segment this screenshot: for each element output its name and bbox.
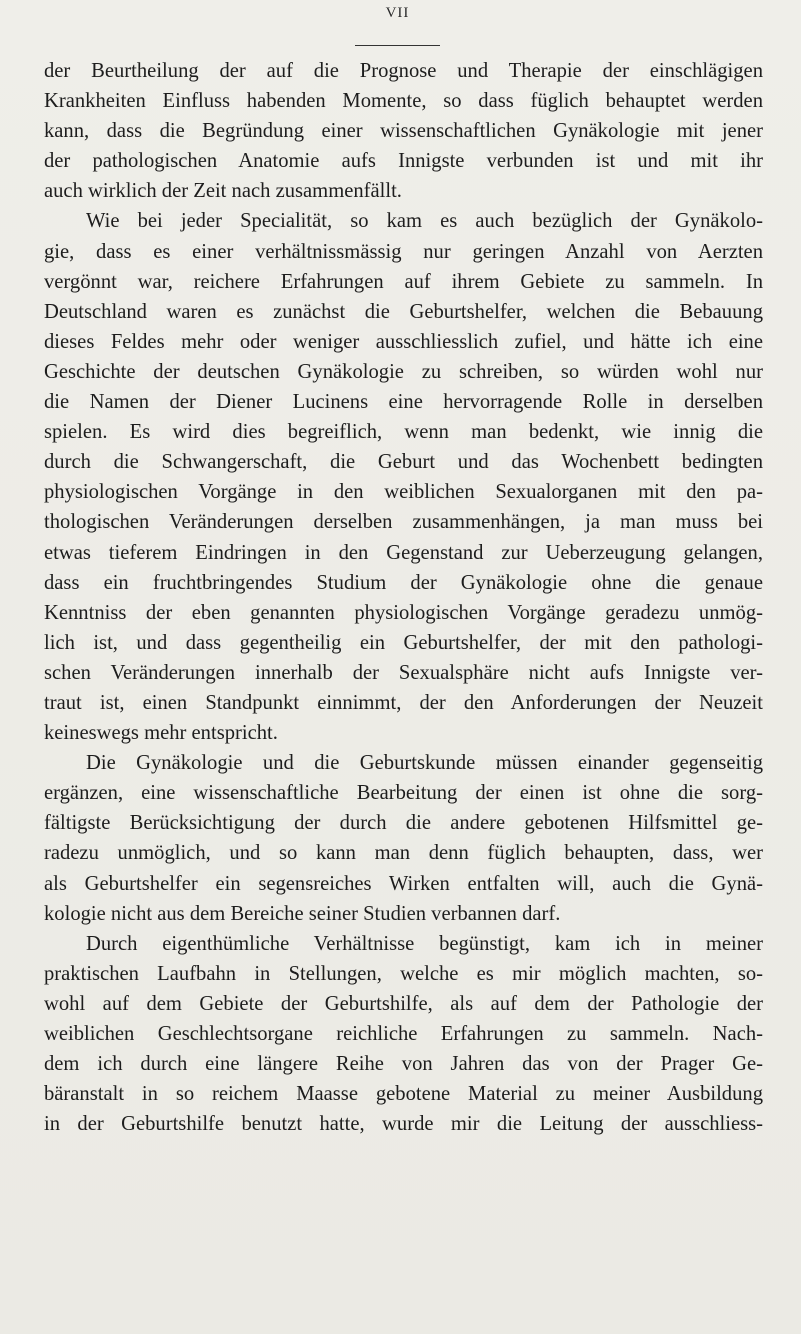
text-line: weiblichen Geschlechtsorgane reichliche Erfahrungen zu sammeln. Nach- bbox=[44, 1023, 763, 1045]
text-line: etwas tieferem Eindringen in den Gegenstand zur Ueberzeugung gelangen, bbox=[44, 541, 763, 564]
text-line: in der Geburtshilfe benutzt hatte, wurde mir die Leitung der ausschliess- bbox=[44, 1113, 763, 1136]
text-line: schen Veränderungen innerhalb der Sexualsphäre nicht aufs Innigste ver- bbox=[44, 661, 763, 684]
text-line: keineswegs mehr entspricht. bbox=[44, 722, 278, 745]
text-line: physiologischen Vorgänge in den weiblichen Sexualorganen mit den pa- bbox=[44, 481, 763, 504]
text-line: bäranstalt in so reichem Maasse gebotene Material zu meiner Ausbildung bbox=[44, 1083, 763, 1106]
body-text bbox=[44, 56, 763, 1139]
header-rule bbox=[355, 45, 440, 46]
text-line: die Namen der Diener Lucinens eine hervorragende Rolle in derselben bbox=[44, 391, 763, 414]
text-line: traut ist, einen Standpunkt einnimmt, der den Anforderungen der Neuzeit bbox=[44, 691, 763, 714]
text-line: dieses Feldes mehr oder weniger ausschliesslich zufiel, und hätte ich eine bbox=[44, 330, 763, 353]
text-line: ergänzen, eine wissenschaftliche Bearbeitung der einen ist ohne die sorg- bbox=[44, 782, 763, 805]
text-line: als Geburtshelfer ein segensreiches Wirken entfalten will, auch die Gynä- bbox=[44, 872, 763, 895]
text-line: Geschichte der deutschen Gynäkologie zu schreiben, so würden wohl nur bbox=[44, 360, 763, 383]
text-line: kann, dass die Begründung einer wissenschaftlichen Gynäkologie mit jener bbox=[44, 120, 763, 143]
text-line: thologischen Veränderungen derselben zusammenhängen, ja man muss bei bbox=[44, 511, 763, 534]
text-line: Wie bei jeder Specialität, so kam es auch bezüglich der Gynäkolo- bbox=[86, 210, 763, 233]
text-line: der Beurtheilung der auf die Prognose und Therapie der einschlägigen bbox=[44, 60, 763, 82]
text-line: wohl auf dem Gebiete der Geburtshilfe, als auf dem der Pathologie der bbox=[44, 992, 763, 1015]
text-line: vergönnt war, reichere Erfahrungen auf ihrem Gebiete zu sammeln. In bbox=[44, 270, 763, 293]
text-line: dass ein fruchtbringendes Studium der Gynäkologie ohne die genaue bbox=[44, 571, 763, 594]
text-line: Kenntniss der eben genannten physiologischen Vorgänge geradezu unmög- bbox=[44, 601, 763, 624]
text-line: gie, dass es einer verhältnissmässig nur geringen Anzahl von Aerzten bbox=[44, 240, 763, 263]
text-line: kologie nicht aus dem Bereiche seiner Studien verbannen darf. bbox=[44, 902, 561, 925]
text-line: Krankheiten Einfluss habenden Momente, so dass füglich behauptet werden bbox=[44, 90, 763, 113]
text-line: Durch eigenthümliche Verhältnisse begünstigt, kam ich in meiner bbox=[86, 932, 763, 955]
text-line: der pathologischen Anatomie aufs Innigste verbunden ist und mit ihr bbox=[44, 150, 763, 173]
text-line: auch wirklich der Zeit nach zusammenfällt. bbox=[44, 180, 402, 203]
text-line: dem ich durch eine längere Reihe von Jahren das von der Prager Ge- bbox=[44, 1053, 763, 1076]
text-line: radezu unmöglich, und so kann man denn füglich behaupten, dass, wer bbox=[44, 842, 763, 865]
page-number: VII bbox=[385, 5, 410, 21]
text-line: Deutschland waren es zunächst die Geburtshelfer, welchen die Bebauung bbox=[44, 300, 763, 323]
text-line: praktischen Laufbahn in Stellungen, welche es mir möglich machten, so- bbox=[44, 962, 763, 985]
text-line: durch die Schwangerschaft, die Geburt und das Wochenbett bedingten bbox=[44, 451, 763, 474]
text-line: fältigste Berücksichtigung der durch die andere gebotenen Hilfsmittel ge- bbox=[44, 812, 763, 835]
text-line: Die Gynäkologie und die Geburtskunde müssen einander gegenseitig bbox=[86, 752, 763, 775]
text-line: spielen. Es wird dies begreiflich, wenn man bedenkt, wie innig die bbox=[44, 421, 763, 444]
text-line: lich ist, und dass gegentheilig ein Geburtshelfer, der mit den pathologi- bbox=[44, 631, 763, 654]
